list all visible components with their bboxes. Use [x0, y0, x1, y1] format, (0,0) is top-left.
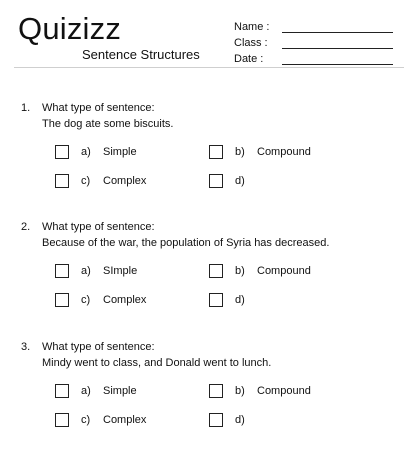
question-sentence: Mindy went to class, and Donald went to lunch.: [42, 357, 272, 369]
checkbox[interactable]: [209, 264, 223, 278]
question-prompt: What type of sentence:: [42, 102, 155, 114]
option-letter: a): [81, 146, 91, 158]
option-letter: a): [81, 385, 91, 397]
question-number: 1.: [21, 102, 31, 114]
checkbox[interactable]: [55, 145, 69, 159]
option-letter: c): [81, 175, 91, 187]
option-letter: d): [235, 294, 245, 306]
question-sentence: The dog ate some biscuits.: [42, 118, 174, 130]
option-letter: b): [235, 265, 245, 277]
question-sentence: Because of the war, the population of Syria has decreased.: [42, 237, 330, 249]
brand-logo: Quizizz: [18, 11, 122, 46]
class-label: Class :: [234, 37, 268, 49]
option-text: Simple: [103, 146, 137, 158]
worksheet-title: Sentence Structures: [82, 47, 200, 62]
option-letter: b): [235, 385, 245, 397]
checkbox[interactable]: [55, 174, 69, 188]
option-text: Compound: [257, 265, 311, 277]
checkbox[interactable]: [209, 145, 223, 159]
option-text: Complex: [103, 175, 147, 187]
checkbox[interactable]: [209, 293, 223, 307]
checkbox[interactable]: [55, 293, 69, 307]
checkbox[interactable]: [209, 174, 223, 188]
checkbox[interactable]: [55, 384, 69, 398]
checkbox[interactable]: [209, 413, 223, 427]
option-text: SImple: [103, 265, 138, 277]
option-text: Simple: [103, 385, 137, 397]
name-line[interactable]: [282, 32, 393, 33]
option-text: Compound: [257, 385, 311, 397]
question-prompt: What type of sentence:: [42, 341, 155, 353]
option-text: Complex: [103, 414, 147, 426]
option-letter: a): [81, 265, 91, 277]
name-label: Name :: [234, 21, 270, 33]
question-number: 2.: [21, 221, 31, 233]
checkbox[interactable]: [55, 413, 69, 427]
option-letter: d): [235, 414, 245, 426]
question-number: 3.: [21, 341, 31, 353]
question-prompt: What type of sentence:: [42, 221, 155, 233]
option-letter: b): [235, 146, 245, 158]
option-text: Compound: [257, 146, 311, 158]
checkbox[interactable]: [209, 384, 223, 398]
date-label: Date :: [234, 53, 264, 65]
class-line[interactable]: [282, 48, 393, 49]
header-divider: [14, 67, 404, 68]
checkbox[interactable]: [55, 264, 69, 278]
option-letter: c): [81, 294, 91, 306]
option-text: Complex: [103, 294, 147, 306]
date-line[interactable]: [282, 64, 393, 65]
option-letter: c): [81, 414, 91, 426]
option-letter: d): [235, 175, 245, 187]
